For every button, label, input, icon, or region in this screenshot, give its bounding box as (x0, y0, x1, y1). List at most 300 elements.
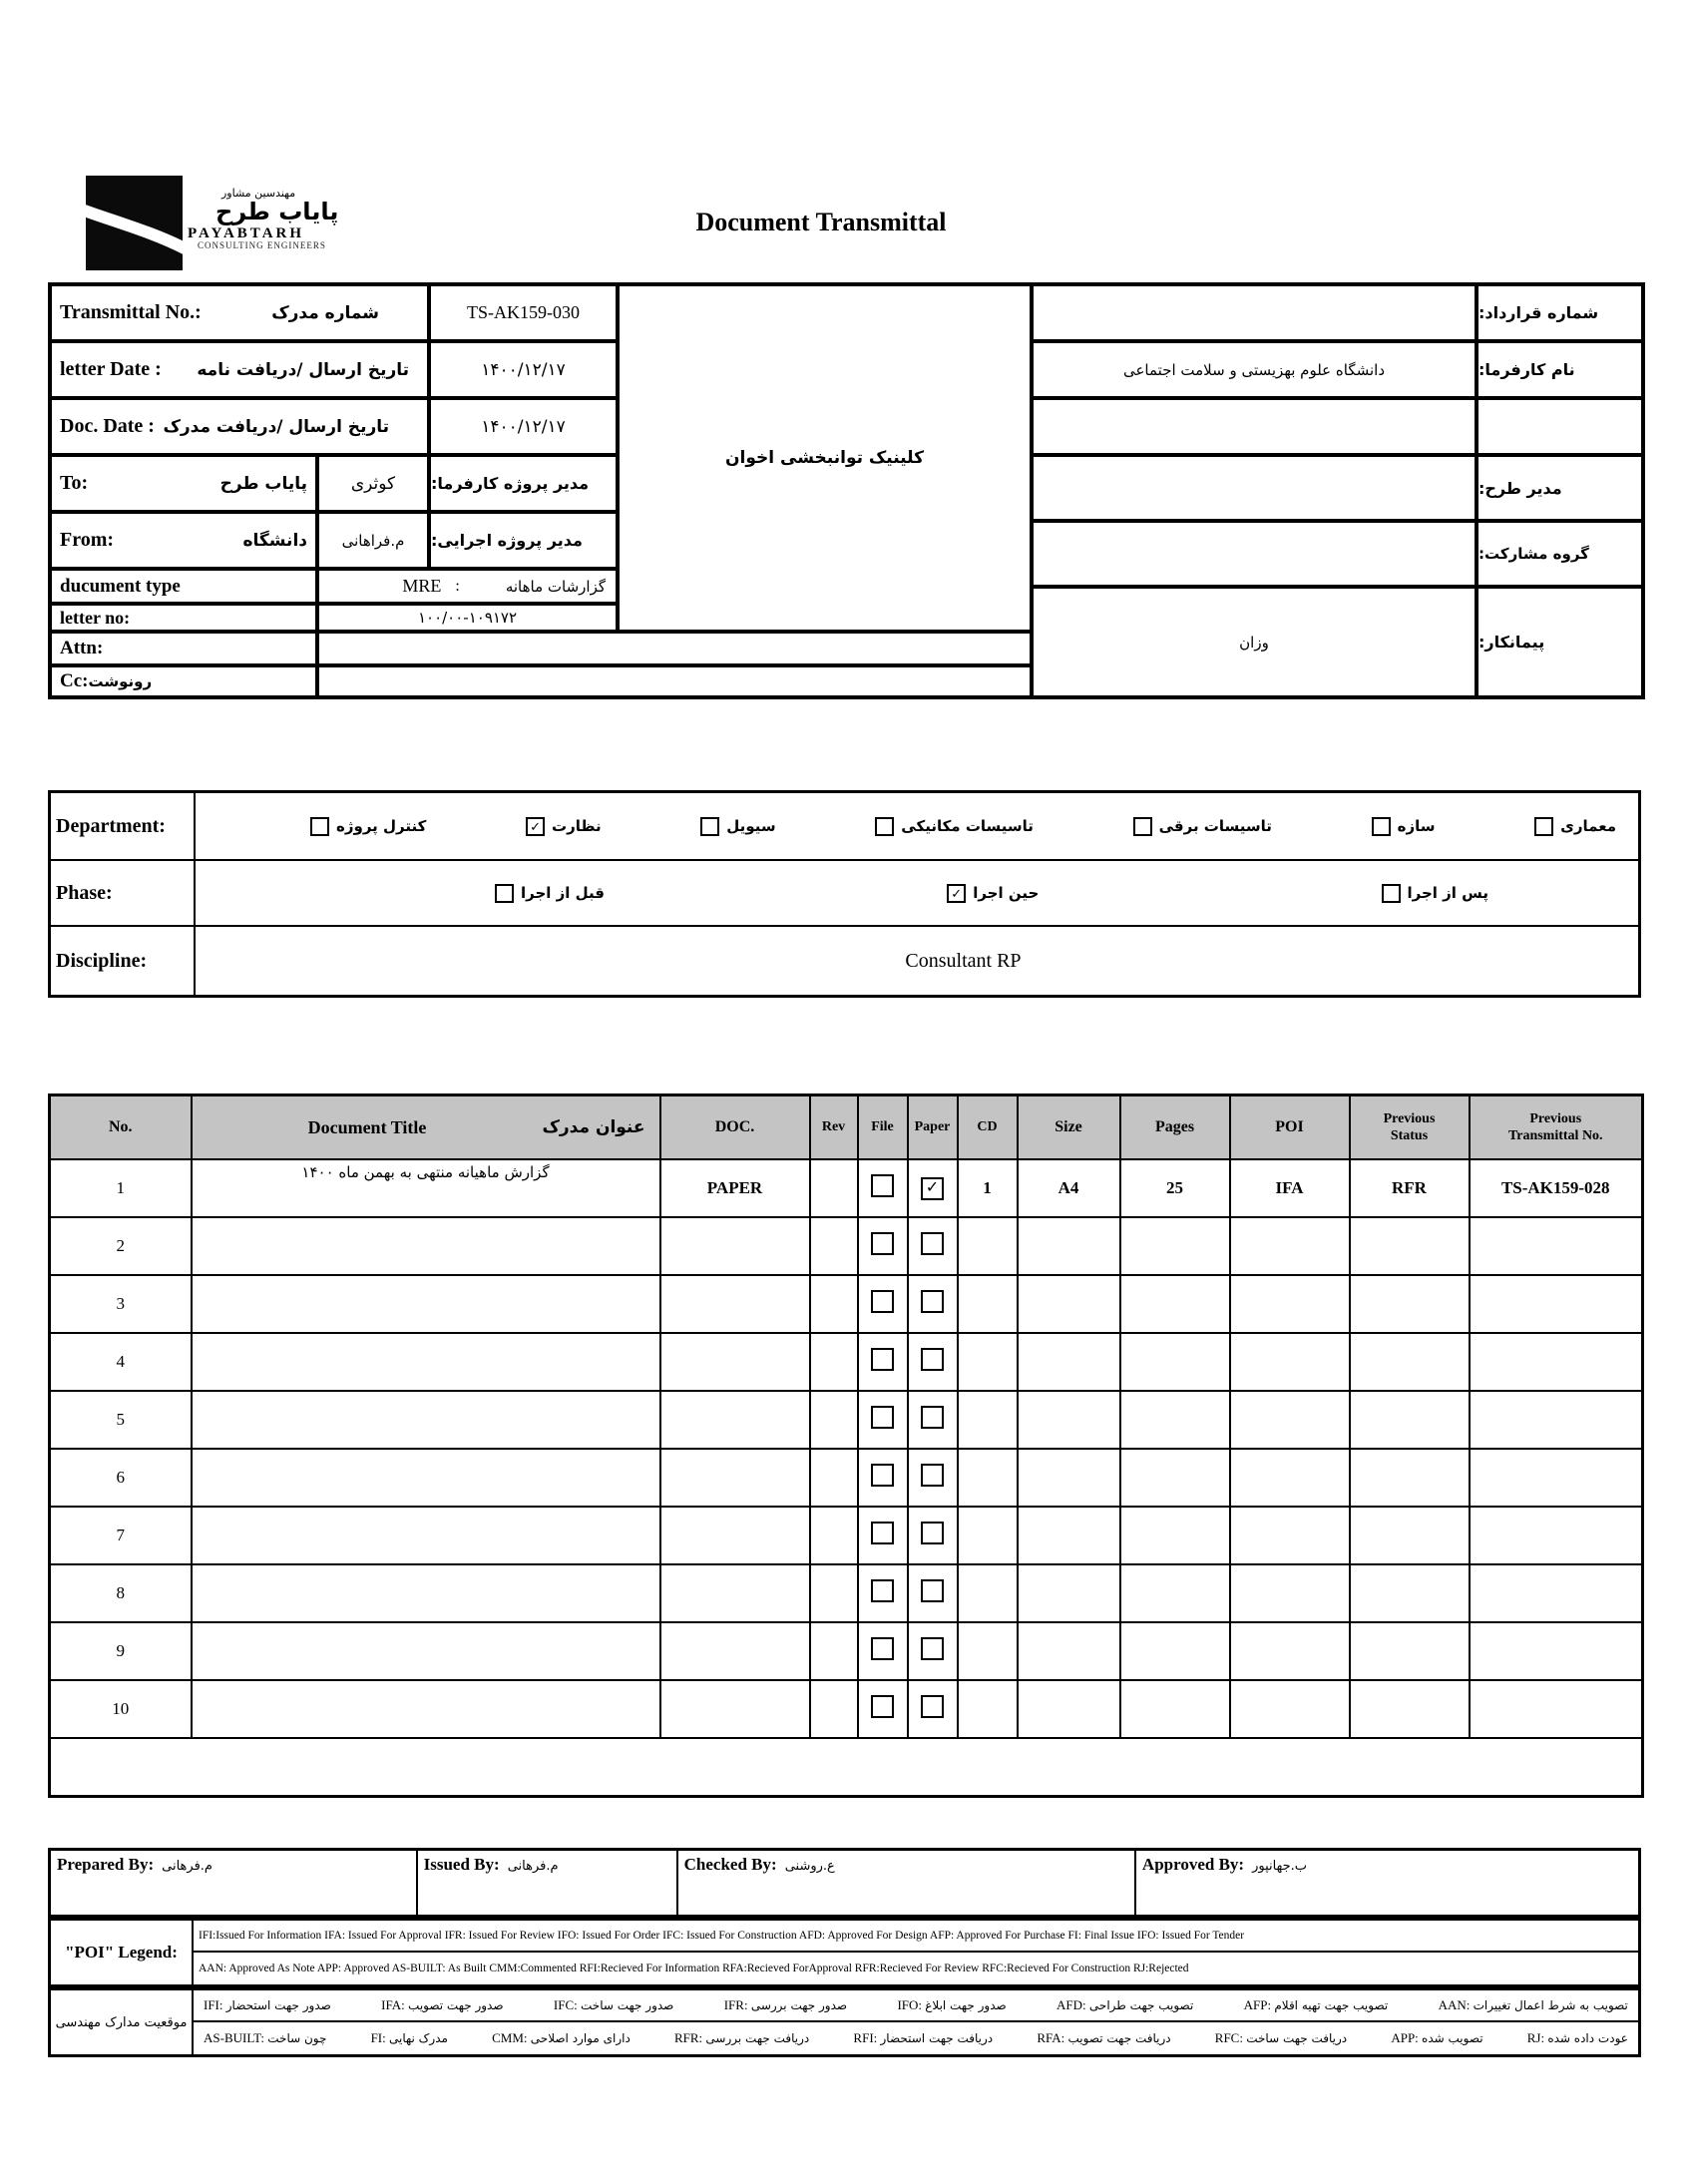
row-no: 1 (50, 1159, 192, 1217)
table-row (50, 1217, 1643, 1275)
file-checkbox[interactable] (871, 1579, 894, 1602)
row-rev (810, 1507, 858, 1564)
letter-no-label-en: letter no: (60, 607, 131, 628)
checkbox-label: تاسیسات مکانیکی (901, 817, 1034, 835)
to-value: پایاب طرح (219, 473, 307, 494)
client-pm-label: مدیر پروژه کارفرما: (429, 455, 618, 512)
row-prev-transmittal (1470, 1564, 1643, 1622)
row-pages (1120, 1622, 1230, 1680)
row-pages (1120, 1217, 1230, 1275)
checkbox[interactable] (1382, 884, 1401, 903)
row-prev-status: RFR (1350, 1159, 1470, 1217)
paper-checkbox[interactable] (921, 1637, 944, 1660)
to-row (50, 455, 317, 512)
row-paper (908, 1449, 958, 1507)
fa-status-row1 (194, 1990, 1638, 2022)
department-label: Department: (51, 793, 196, 861)
legend-item (724, 1997, 847, 2013)
row-paper (908, 1333, 958, 1391)
doc-date-label-fa: تاریخ ارسال /دریافت مدرک (163, 416, 389, 437)
row-pages (1120, 1680, 1230, 1738)
row-file (858, 1391, 908, 1449)
legend-abbr: AFP: (1243, 1997, 1275, 2012)
from-value: دانشگاه (242, 530, 307, 551)
contractor-value: وزان (1032, 587, 1477, 697)
checkbox[interactable] (1534, 817, 1553, 836)
legend-abbr: AFD: (1056, 1997, 1089, 2012)
letter-no-label (50, 604, 317, 632)
row-cd (958, 1391, 1018, 1449)
col-size: Size (1018, 1095, 1120, 1160)
legend-abbr: IFI: (204, 1997, 226, 2012)
row-prev-status (1350, 1507, 1470, 1564)
row-poi (1230, 1564, 1350, 1622)
row-no: 9 (50, 1622, 192, 1680)
legend-text: تصویب به شرط اعمال تغییرات (1473, 1998, 1628, 2012)
row-pages (1120, 1507, 1230, 1564)
col-prev-status-l2: Status (1390, 1128, 1429, 1143)
row-rev (810, 1449, 858, 1507)
row-prev-status (1350, 1680, 1470, 1738)
row-size (1018, 1507, 1120, 1564)
row-rev (810, 1622, 858, 1680)
row-cd (958, 1622, 1018, 1680)
row-prev-transmittal: TS-AK159-028 (1470, 1159, 1643, 1217)
row-cd (958, 1680, 1018, 1738)
checked-by-name: ع.روشنی (784, 1859, 835, 1874)
row-doc (660, 1564, 810, 1622)
transmittal-no-value: TS-AK159-030 (429, 284, 618, 341)
legend-abbr: RJ: (1526, 2030, 1548, 2045)
table-row (50, 1275, 1643, 1333)
remarks-empty-row (50, 1738, 1643, 1796)
col-prev-status-l1: Previous (1383, 1110, 1436, 1126)
row-rev (810, 1275, 858, 1333)
row-poi (1230, 1217, 1350, 1275)
row-size (1018, 1564, 1120, 1622)
paper-checkbox[interactable] (921, 1522, 944, 1544)
legend-abbr: AAN: (1438, 1997, 1474, 2012)
row-rev (810, 1680, 858, 1738)
row-no: 2 (50, 1217, 192, 1275)
fa-status-row2 (194, 2022, 1638, 2054)
legend-text: چون ساخت (267, 2031, 327, 2045)
row-cd: 1 (958, 1159, 1018, 1217)
legend-text: دریافت جهت ساخت (1246, 2031, 1348, 2045)
company-logo (86, 176, 338, 270)
exec-pm-name: م.فراهانی (317, 512, 429, 569)
logo-en-subtitle: CONSULTING ENGINEERS (198, 240, 326, 251)
approved-by-cell (1136, 1851, 1638, 1915)
table-row (50, 1564, 1643, 1622)
legend-item (1391, 2030, 1482, 2046)
prepared-by-cell (51, 1851, 418, 1915)
row-no: 8 (50, 1564, 192, 1622)
letter-date-label-en: letter Date : (60, 358, 162, 380)
issued-by-cell (418, 1851, 678, 1915)
row-size (1018, 1333, 1120, 1391)
row-title (192, 1217, 660, 1275)
logo-text (188, 176, 338, 251)
legend-abbr: RFR: (673, 2030, 706, 2045)
prepared-by-name: م.فرهانی (162, 1859, 212, 1874)
legend-abbr: IFA: (381, 1997, 409, 2012)
col-prev-tx-l2: Transmittal No. (1507, 1128, 1603, 1143)
row-poi (1230, 1622, 1350, 1680)
paper-checkbox[interactable] (921, 1695, 944, 1718)
file-checkbox[interactable] (871, 1406, 894, 1429)
legend-text: تصویب شده (1422, 2031, 1483, 2045)
documents-table (48, 1093, 1644, 1798)
checked-by-label: Checked By: (683, 1855, 777, 1874)
checkbox[interactable]: ✓ (526, 817, 545, 836)
doc-type-fa: گزارشات ماهانه (505, 577, 606, 596)
row-title (192, 1333, 660, 1391)
design-manager-label: مدیر طرح: (1477, 455, 1643, 521)
file-checkbox[interactable] (871, 1290, 894, 1313)
row-doc (660, 1217, 810, 1275)
row-prev-transmittal (1470, 1391, 1643, 1449)
col-prev-status (1350, 1095, 1470, 1160)
row-cd (958, 1333, 1018, 1391)
issued-by-name: م.فرهانی (507, 1859, 559, 1874)
fa-status-legend (48, 1987, 1641, 2057)
row-size (1018, 1680, 1120, 1738)
fa-status-legend-label: موقعیت مدارک مهندسی (51, 1990, 194, 2054)
exec-pm-label: مدیر پروژه اجرایی: (429, 512, 618, 569)
row-pages (1120, 1391, 1230, 1449)
legend-text: صدور جهت ساخت (581, 1998, 674, 2012)
transmittal-no-label (50, 284, 429, 341)
col-prev-tx-l1: Previous (1529, 1110, 1582, 1126)
col-file: File (858, 1095, 908, 1160)
phase-label: Phase: (51, 861, 196, 927)
row-pages: 25 (1120, 1159, 1230, 1217)
legend-item (492, 2030, 631, 2046)
row-poi (1230, 1333, 1350, 1391)
row-doc (660, 1391, 810, 1449)
paper-checkbox[interactable] (921, 1579, 944, 1602)
legend-item (204, 1997, 331, 2013)
row-cd (958, 1217, 1018, 1275)
row-pages (1120, 1564, 1230, 1622)
col-title (192, 1095, 660, 1160)
row-doc (660, 1507, 810, 1564)
legend-abbr: IFR: (723, 1997, 751, 2012)
row-rev (810, 1333, 858, 1391)
row-poi (1230, 1275, 1350, 1333)
row-prev-transmittal (1470, 1507, 1643, 1564)
letter-no-value: ۱۰۰/۰۰-۱۰۹۱۷۲ (317, 604, 618, 632)
check-item (875, 817, 1034, 836)
row-size (1018, 1391, 1120, 1449)
to-label: To: (60, 472, 89, 494)
row-file (858, 1159, 908, 1217)
approved-by-label: Approved By: (1141, 1855, 1245, 1874)
poi-legend (48, 1918, 1641, 1987)
project-name: کلینیک توانبخشی اخوان (618, 284, 1032, 632)
legend-item (1037, 2030, 1170, 2046)
file-checkbox[interactable] (871, 1522, 894, 1544)
file-checkbox[interactable] (871, 1637, 894, 1660)
discipline-label: Discipline: (51, 927, 196, 995)
logo-fa-name: پایاب طرح (215, 197, 339, 225)
paper-checkbox[interactable] (921, 1232, 944, 1255)
legend-item (853, 2030, 993, 2046)
client-pm-name: کوثری (317, 455, 429, 512)
row-prev-transmittal (1470, 1275, 1643, 1333)
row-prev-status (1350, 1449, 1470, 1507)
legend-text: صدور جهت ابلاغ (925, 1998, 1007, 2012)
paper-checkbox[interactable] (921, 1290, 944, 1313)
legend-abbr: AS-BUILT: (204, 2030, 268, 2045)
file-checkbox[interactable] (871, 1348, 894, 1371)
page-title: Document Transmittal (695, 208, 947, 236)
row-rev (810, 1564, 858, 1622)
row-file (858, 1680, 908, 1738)
issued-by-label: Issued By: (423, 1855, 500, 1874)
logo-en-name: PAYABTARH (188, 224, 305, 241)
poi-legend-label: "POI" Legend: (51, 1921, 194, 1984)
row-rev (810, 1159, 858, 1217)
checkbox[interactable] (875, 817, 894, 836)
jv-group-label: گروه مشارکت: (1477, 521, 1643, 587)
letter-date-label (50, 341, 429, 398)
col-doc: DOC. (660, 1095, 810, 1160)
row-prev-status (1350, 1391, 1470, 1449)
check-item (1382, 884, 1488, 903)
row-title (192, 1622, 660, 1680)
checkbox[interactable] (1372, 817, 1391, 836)
doc-type-label (50, 569, 317, 604)
from-label: From: (60, 529, 115, 551)
paper-checkbox[interactable] (921, 1348, 944, 1371)
legend-item (897, 1997, 1006, 2013)
table-header-row (50, 1095, 1643, 1160)
row-size: A4 (1018, 1159, 1120, 1217)
letter-date-label-fa: تاریخ ارسال /دریافت نامه (197, 359, 409, 380)
table-row (50, 1159, 1643, 1217)
row-doc (660, 1449, 810, 1507)
legend-text: صدور جهت استحضار (225, 1998, 331, 2012)
client-name-label: نام کارفرما: (1477, 341, 1643, 398)
row-cd (958, 1507, 1018, 1564)
table-row (50, 1507, 1643, 1564)
row-title (192, 1564, 660, 1622)
legend-item (381, 1997, 503, 2013)
checkbox-label: قبل از اجرا (521, 884, 605, 902)
legend-text: صدور جهت تصویب (408, 1998, 504, 2012)
attn-value (317, 632, 1032, 665)
empty-value-cell (1032, 398, 1477, 455)
design-manager-value (1032, 455, 1477, 521)
legend-text: مدرک نهایی (389, 2031, 448, 2045)
legend-abbr: RFC: (1214, 2030, 1247, 2045)
from-row (50, 512, 317, 569)
attn-label-en: Attn: (60, 638, 104, 658)
col-no: No. (50, 1095, 192, 1160)
row-paper (908, 1622, 958, 1680)
checkbox-label: معماری (1560, 817, 1616, 835)
row-paper (908, 1507, 958, 1564)
row-prev-status (1350, 1622, 1470, 1680)
row-prev-transmittal (1470, 1333, 1643, 1391)
table-row (50, 1449, 1643, 1507)
legend-text: تصویب جهت طراحی (1088, 1998, 1194, 2012)
row-poi (1230, 1680, 1350, 1738)
col-title-en: Document Title (307, 1116, 427, 1137)
checkbox-label: حین اجرا (973, 884, 1040, 902)
doc-type-colon: : (455, 577, 460, 595)
jv-group-value (1032, 521, 1477, 587)
legend-item (371, 2030, 448, 2046)
row-file (858, 1507, 908, 1564)
file-checkbox[interactable] (871, 1464, 894, 1487)
paper-checkbox[interactable] (921, 1406, 944, 1429)
row-size (1018, 1622, 1120, 1680)
letter-date-value: ۱۴۰۰/۱۲/۱۷ (429, 341, 618, 398)
row-cd (958, 1564, 1018, 1622)
cc-label-en: Cc: (60, 670, 89, 691)
col-rev: Rev (810, 1095, 858, 1160)
row-cd (958, 1275, 1018, 1333)
row-title (192, 1275, 660, 1333)
cc-label (50, 665, 317, 697)
row-file (858, 1275, 908, 1333)
contract-no-value (1032, 284, 1477, 341)
checkbox[interactable] (700, 817, 719, 836)
checked-by-cell (678, 1851, 1136, 1915)
classification-table (48, 790, 1641, 998)
table-row (50, 1622, 1643, 1680)
legend-item (1056, 1997, 1193, 2013)
paper-checkbox[interactable]: ✓ (921, 1177, 944, 1200)
col-paper: Paper (908, 1095, 958, 1160)
row-no: 5 (50, 1391, 192, 1449)
row-file (858, 1217, 908, 1275)
legend-item (1215, 2030, 1347, 2046)
phase-checkboxes (196, 861, 1638, 927)
row-paper (908, 1217, 958, 1275)
doc-date-value: ۱۴۰۰/۱۲/۱۷ (429, 398, 618, 455)
col-prev-transmittal (1470, 1095, 1643, 1160)
legend-abbr: RFA: (1037, 2030, 1068, 2045)
cc-label-fa: رونوشت (88, 672, 153, 690)
row-pages (1120, 1333, 1230, 1391)
table-row (50, 1391, 1643, 1449)
paper-checkbox[interactable] (921, 1464, 944, 1487)
legend-text: دریافت جهت استحضار (880, 2031, 994, 2045)
row-prev-transmittal (1470, 1449, 1643, 1507)
row-file (858, 1333, 908, 1391)
row-pages (1120, 1449, 1230, 1507)
row-doc (660, 1680, 810, 1738)
check-item (310, 817, 426, 836)
row-paper (908, 1680, 958, 1738)
row-doc (660, 1275, 810, 1333)
doc-type-code: MRE (402, 576, 442, 596)
logo-swoosh-icon (86, 176, 183, 270)
checkbox-label: سیویل (726, 817, 776, 835)
legend-text: دارای موارد اصلاحی (530, 2031, 631, 2045)
discipline-value: Consultant RP (905, 949, 1022, 972)
checkbox-label: نظارت (552, 817, 602, 835)
row-prev-status (1350, 1217, 1470, 1275)
transmittal-no-label-en: Transmittal No.: (60, 301, 202, 323)
row-title (192, 1391, 660, 1449)
check-item (1372, 817, 1436, 836)
row-paper (908, 1564, 958, 1622)
legend-item (1244, 1997, 1389, 2013)
row-no: 3 (50, 1275, 192, 1333)
row-prev-status (1350, 1333, 1470, 1391)
transmittal-no-label-fa: شماره مدرک (271, 302, 379, 323)
check-item (1534, 817, 1616, 836)
row-no: 7 (50, 1507, 192, 1564)
legend-abbr: IFC: (553, 1997, 581, 2012)
doc-type-value (317, 569, 618, 604)
doc-date-label (50, 398, 429, 455)
row-paper (908, 1275, 958, 1333)
row-no: 6 (50, 1449, 192, 1507)
row-title (192, 1507, 660, 1564)
legend-item (1527, 2030, 1628, 2046)
row-size (1018, 1275, 1120, 1333)
prepared-by-label: Prepared By: (57, 1855, 155, 1874)
row-size (1018, 1217, 1120, 1275)
client-name-value: دانشگاه علوم بهزیستی و سلامت اجتماعی (1032, 341, 1477, 398)
checkbox-label: سازه (1397, 817, 1436, 835)
file-checkbox[interactable] (871, 1174, 894, 1197)
legend-text: دریافت جهت تصویب (1067, 2031, 1171, 2045)
table-row (50, 1333, 1643, 1391)
row-size (1018, 1449, 1120, 1507)
check-item (947, 884, 1039, 903)
checkbox[interactable] (495, 884, 514, 903)
checkbox[interactable]: ✓ (947, 884, 966, 903)
legend-abbr: FI: (370, 2030, 389, 2045)
checkbox[interactable] (1133, 817, 1152, 836)
row-title: گزارش ماهیانه منتهی به بهمن ماه ۱۴۰۰ (192, 1159, 660, 1217)
col-pages: Pages (1120, 1095, 1230, 1160)
row-cd (958, 1449, 1018, 1507)
department-checkboxes (196, 793, 1638, 861)
check-item (526, 817, 602, 836)
empty-label-cell (1477, 398, 1643, 455)
row-paper (908, 1159, 958, 1217)
row-no: 4 (50, 1333, 192, 1391)
row-doc (660, 1333, 810, 1391)
checkbox-label: پس از اجرا (1407, 884, 1488, 902)
row-file (858, 1564, 908, 1622)
legend-text: عودت داده شده (1547, 2031, 1628, 2045)
poi-legend-line1: IFI:Issued For Information IFA: Issued For Approval IFR: Issued For Review IFO: Issued For Order IFC: Issued For Construction AFD: Approved For Design AFP: Approved For Purchase FI: Final Issue IFO: Issued For Tender (194, 1921, 1638, 1953)
row-poi (1230, 1391, 1350, 1449)
checkbox[interactable] (310, 817, 329, 836)
doc-date-label-en: Doc. Date : (60, 415, 155, 437)
row-pages (1120, 1275, 1230, 1333)
file-checkbox[interactable] (871, 1695, 894, 1718)
legend-item (674, 2030, 809, 2046)
file-checkbox[interactable] (871, 1232, 894, 1255)
remarks-cell (50, 1738, 1643, 1796)
row-title (192, 1449, 660, 1507)
signature-row (48, 1848, 1641, 1918)
row-file (858, 1449, 908, 1507)
col-title-fa: عنوان مدرک (542, 1117, 645, 1137)
row-no: 10 (50, 1680, 192, 1738)
row-poi: IFA (1230, 1159, 1350, 1217)
